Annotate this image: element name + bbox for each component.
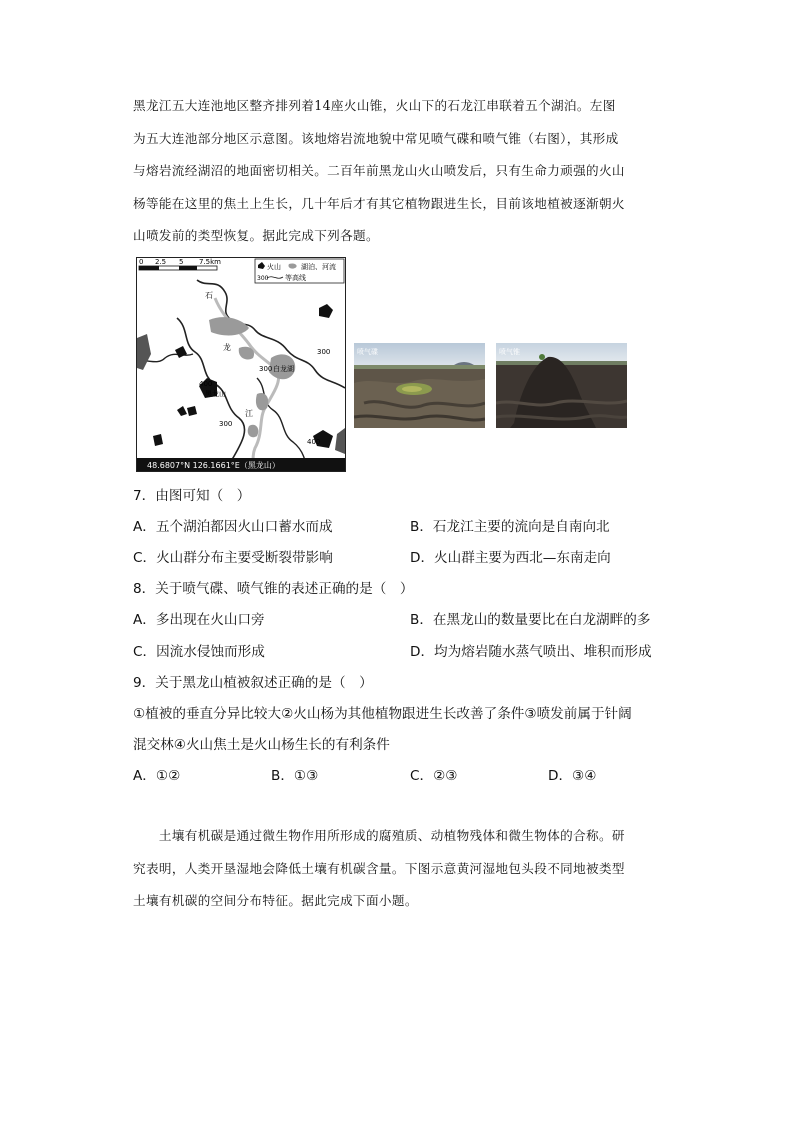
question-8-option-a[interactable]: A．多出现在火山口旁 [133,612,265,628]
question-9-option-c[interactable]: C．②③ [410,768,458,784]
soil-carbon-paragraph [133,820,661,918]
question-9-option-b[interactable]: B．①③ [271,768,319,784]
map-label-mountain: 黑龙山 [205,390,226,398]
question-7-stem: 7．由图可知（ ） [133,488,251,504]
question-9-option-a[interactable]: A．①② [133,768,181,784]
question-9-statements-line: 混交林④火山焦土是火山杨生长的有利条件 [133,737,390,753]
contour-label: 300 [317,348,331,356]
intro-paragraph [133,90,661,253]
question-8-option-c[interactable]: C．因流水侵蚀而形成 [133,644,265,660]
scale-label: 0 [139,258,144,266]
photo-vent-dish [354,343,485,428]
map-label-lake: 300 [259,365,273,373]
map-label-jiang: 江 [245,409,253,418]
map-coordinates: 48.6807°N 126.1661°E（黑龙山） [147,461,280,470]
legend-contour-value: 300 [257,275,269,282]
scale-label: 7.5km [199,258,222,266]
question-7-option-d[interactable]: D．火山群主要为西北—东南走向 [410,550,611,566]
map-label-long: 龙 [223,343,231,352]
map-label-lake-name: 白龙湖 [273,365,294,373]
intro-line: 杨等能在这里的焦土上生长，几十年后才有其它植物跟进生长，目前该地植被逐渐朝火 [133,195,625,211]
contour-label: 400 [307,438,321,446]
soil-carbon-line: 土壤有机碳是通过微生物作用所形成的腐殖质、动植物残体和微生物体的合称。研 [133,828,625,843]
question-8-option-d[interactable]: D．均为熔岩随水蒸气喷出、堆积而形成 [410,644,652,660]
question-9-statements-line: ①植被的垂直分异比较大②火山杨为其他植物跟进生长改善了条件③喷发前属于针阔 [133,706,632,722]
question-9-stem: 9．关于黑龙山植被叙述正确的是（ ） [133,675,373,691]
question-9-option-d[interactable]: D．③④ [548,768,597,784]
intro-line: 黑龙江五大连池地区整齐排列着14座火山锥，火山下的石龙江串联着五个湖泊。左图 [133,98,616,113]
soil-carbon-line: 究表明，人类开垦湿地会降低土壤有机碳含量。下图示意黄河湿地包头段不同地被类型 [133,860,625,876]
soil-carbon-line: 土壤有机碳的空间分布特征。据此完成下面小题。 [133,893,418,908]
question-7-option-a[interactable]: A．五个湖泊都因火山口蓄水而成 [133,519,333,535]
map-label-shi: 石 [205,291,213,300]
question-8-option-b[interactable]: B．在黑龙山的数量要比在白龙湖畔的多 [410,612,651,628]
contour-label: 300 [219,420,233,428]
photo-label: 喷气碟 [357,348,378,356]
wudalianchi-map [136,257,346,472]
intro-line: 与熔岩流经湖沼的地面密切相关。二百年前黑龙山火山喷发后，只有生命力顽强的火山 [133,163,625,178]
photo-label: 喷气锥 [499,348,520,356]
legend-lake: 湖泊、河流 [301,263,336,271]
intro-line: 为五大连池部分地区示意图。该地熔岩流地貌中常见喷气碟和喷气锥（右图），其形成 [133,130,619,146]
intro-line: 山喷发前的类型恢复。据此完成下列各题。 [133,228,379,243]
scale-label: 5 [179,258,184,266]
question-8-stem: 8．关于喷气碟、喷气锥的表述正确的是（ ） [133,581,414,597]
photo-vent-cone [496,343,627,428]
legend-contour: 等高线 [285,274,306,282]
legend-volcano: 火山 [267,263,281,271]
question-7-option-c[interactable]: C．火山群分布主要受断裂带影响 [133,550,333,566]
contour-label: 400 [199,380,213,388]
question-7-option-b[interactable]: B．石龙江主要的流向是自南向北 [410,519,610,535]
scale-label: 2.5 [155,258,167,266]
